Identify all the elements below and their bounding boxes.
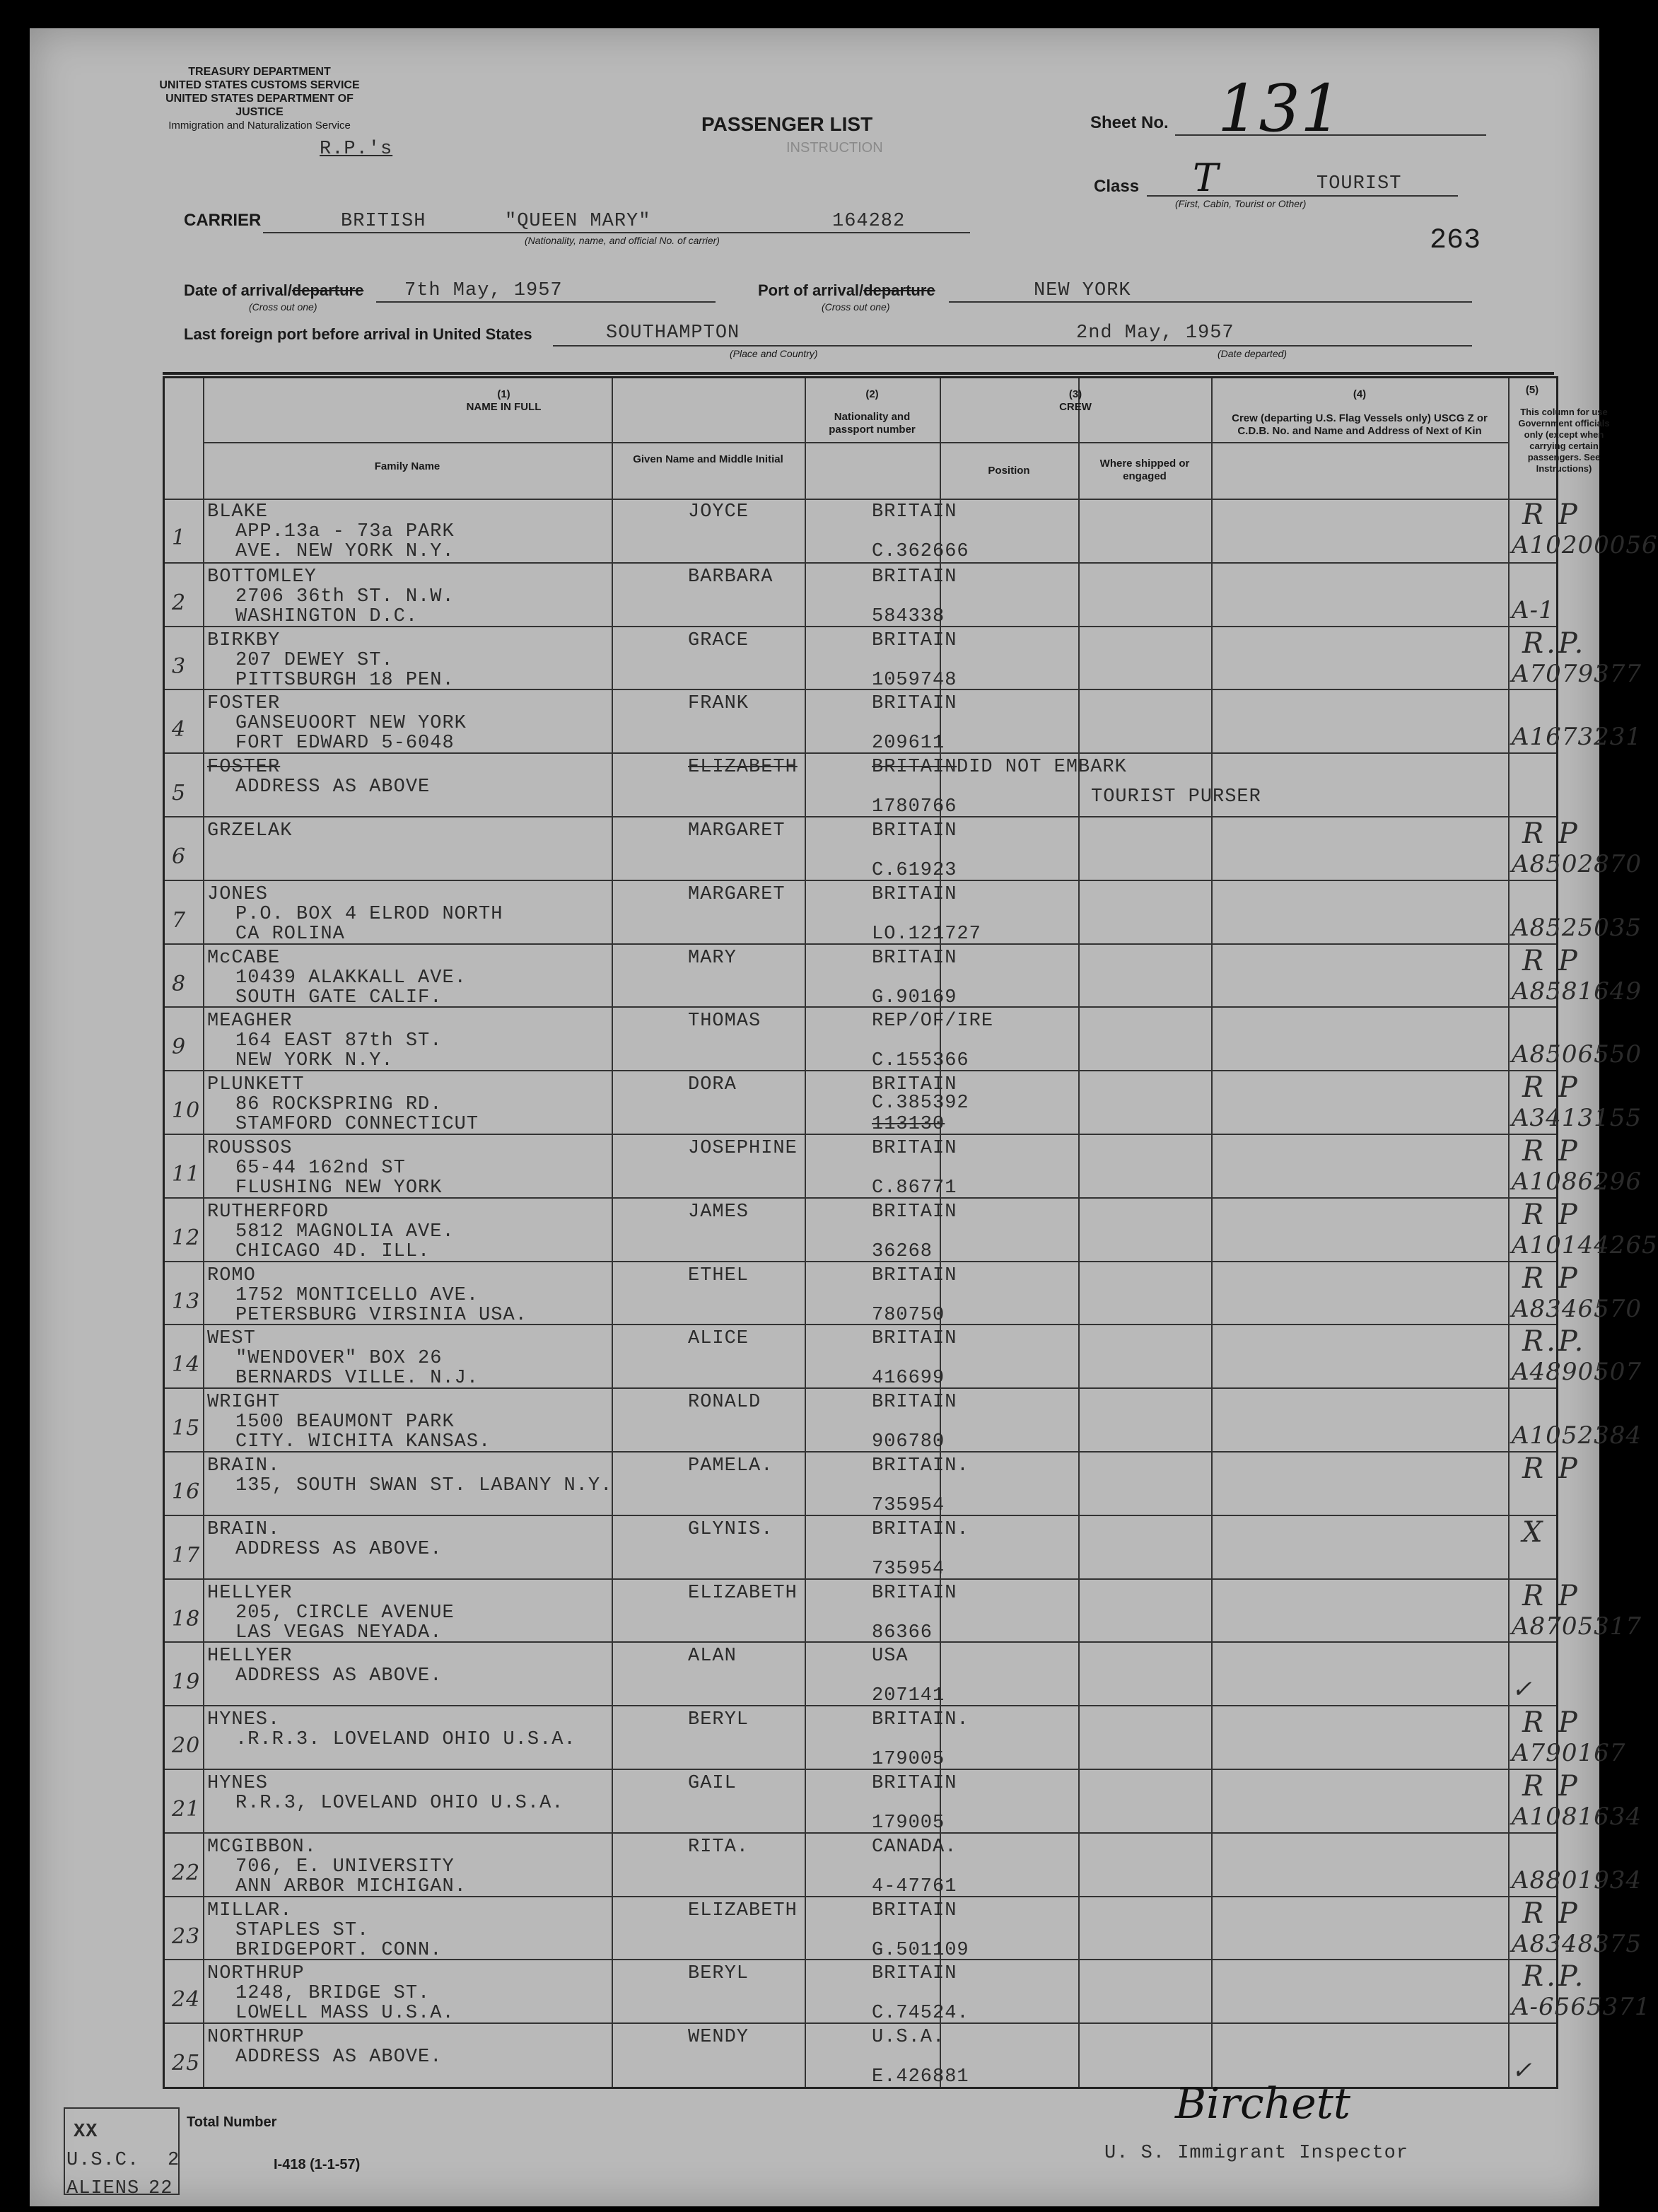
alien-number: A7079377 [1512,659,1642,688]
rp-mark: R P [1522,817,1580,850]
rp-mark: R.P. [1522,627,1587,660]
passport-number: 584338 [872,605,945,627]
passport-number: 735954 [872,1495,945,1516]
page-title: PASSENGER LIST [701,113,873,135]
passport-number: G.90169 [872,986,957,1008]
row-number: 5 [172,781,187,806]
given-name: ETHEL [688,1264,749,1286]
family-name: BIRKBY [207,629,281,651]
table-row [165,1134,1642,1199]
class-label: Class [1094,177,1140,196]
row-number: 3 [172,653,187,679]
address-line-2: CHICAGO 4D. ILL. [235,1240,431,1262]
given-name: JAMES [688,1201,749,1223]
rp-mark: R P [1522,1071,1580,1105]
row-number: 7 [172,907,187,933]
table-row [165,1578,1642,1643]
nationality: BRITAIN [872,1392,957,1414]
address-line-1: 205, CIRCLE AVENUE [235,1602,455,1624]
address-line-2: PETERSBURG VIRSINIA USA. [235,1304,527,1326]
nationality: BRITAIN. [872,1518,969,1540]
nationality: BRITAIN [872,629,957,651]
family-name: JONES [207,883,269,905]
agency-treasury: TREASURY DEPARTMENT [188,66,331,78]
nationality: BRITAIN [872,1138,957,1159]
address-line-1: ADDRESS AS ABOVE [235,776,431,798]
passport-number: C.61923 [872,860,957,881]
row-number: 17 [172,1542,201,1568]
table-row [165,1387,1642,1453]
nationality: BRITAIN [872,1899,957,1921]
given-name: MARY [688,947,737,969]
address-line-2: LAS VEGAS NEYADA. [235,1622,443,1643]
family-name: ROUSSOS [207,1138,293,1159]
passport-number: C.362666 [872,541,969,562]
class-hint: (First, Cabin, Tourist or Other) [1175,198,1307,209]
rp-mark: R P [1522,1579,1580,1612]
alien-number: A3413155 [1512,1104,1642,1133]
departed-date: 2nd May, 1957 [1076,322,1234,344]
nationality: BRITAIN [872,1963,957,1985]
alien-number: A1673231 [1512,723,1642,752]
nationality: REP/OF/IRE [872,1011,994,1032]
alien-number: A-6565371 [1512,1993,1651,2022]
passport-number: C.86771 [872,1177,957,1199]
row-number: 25 [172,2051,201,2076]
nationality: BRITAIN [872,1773,957,1794]
address-line-1: 706, E. UNIVERSITY [235,1856,455,1878]
given-name: ALAN [688,1646,737,1667]
table-row [165,1641,1556,1706]
given-name: JOYCE [688,501,749,523]
nationality: BRITAIN [872,501,957,523]
alien-number: A8348375 [1512,1929,1642,1958]
row-number: 21 [172,1797,201,1822]
row-number: 24 [172,1987,201,2013]
nationality: BRITAIN [872,757,957,779]
col3b-header: Where shipped or engaged [1099,458,1190,482]
family-name: FOSTER [207,693,281,715]
table-row [165,1896,1642,1961]
table-row [165,499,1658,562]
alien-number: A8581649 [1512,977,1642,1006]
table-row [165,1832,1642,1897]
address-line-1: 1752 MONTICELLO AVE. [235,1284,479,1306]
passport-number: 906780 [872,1431,945,1453]
family-name: HYNES. [207,1709,281,1731]
address-line-1: 10439 ALAKKALL AVE. [235,967,467,989]
table-row [165,816,1642,881]
row-number: 1 [172,525,187,550]
given-name: ELIZABETH [688,1582,798,1604]
nationality: BRITAIN. [872,1455,969,1477]
address-line-2: NEW YORK N.Y. [235,1050,394,1072]
box-mark: XX [74,2121,98,2143]
address-line-2: WASHINGTON D.C. [235,605,419,627]
address-line-2: PITTSBURGH 18 PEN. [235,669,455,691]
rp-mark: R P [1522,1706,1580,1740]
table-row [165,880,1642,945]
address-line-1: GANSEUOORT NEW YORK [235,713,467,735]
last-port-label: Last foreign port before arrival in United States [184,325,532,343]
rp-mark: R P [1522,1770,1580,1803]
address-line-1: 164 EAST 87th ST. [235,1030,443,1052]
carrier-number: 164282 [832,211,906,232]
passport-number: 780750 [872,1304,945,1326]
address-line-1: "WENDOVER" BOX 26 [235,1348,443,1370]
given-name: ELIZABETH [688,757,798,779]
family-name: BOTTOMLEY [207,566,317,588]
rp-mark: R P [1522,1198,1580,1231]
alien-number: A790167 [1512,1739,1626,1768]
passport-number-struck: 113130 [872,1114,945,1136]
inspector-label: U. S. Immigrant Inspector [1104,2143,1409,2164]
class-hand: T [1193,156,1219,200]
address-line-1: APP.13a - 73a PARK [235,521,455,542]
total-label: Total Number [187,2114,277,2130]
row-number: 14 [172,1352,201,1378]
alien-number: A4890507 [1512,1358,1642,1387]
nationality: BRITAIN [872,883,957,905]
address-line-1: .R.R.3. LOVELAND OHIO U.S.A. [235,1729,576,1751]
departed-hint: (Date departed) [1218,348,1288,359]
family-name: RUTHERFORD [207,1201,329,1223]
row-number: 22 [172,1860,201,1885]
family-name: BRAIN. [207,1518,281,1540]
row-number: 8 [172,971,187,996]
agency-customs: UNITED STATES CUSTOMS SERVICE [159,79,360,91]
last-port: SOUTHAMPTON [606,322,740,344]
passport-number: 735954 [872,1558,945,1580]
table-row [165,626,1642,691]
alien-number: A8502870 [1512,850,1642,878]
row-number: 2 [172,590,187,615]
family-name: ROMO [207,1264,256,1286]
family-name: McCABE [207,947,281,969]
alien-number: ✓ [1512,2056,1533,2085]
document-page [30,28,1658,2206]
alien-number: A-1 [1512,595,1555,624]
rp-mark: R P [1522,1135,1580,1168]
passenger-table [163,376,1658,2089]
address-line-1: R.R.3, LOVELAND OHIO U.S.A. [235,1793,564,1814]
given-name: GLYNIS. [688,1518,773,1540]
address-line-1: 5812 MAGNOLIA AVE. [235,1221,455,1242]
rp-mark: R P [1522,1897,1580,1930]
row-number: 15 [172,1416,201,1441]
row-number: 16 [172,1479,201,1504]
col5-header: This column for use Government officials only (except when carrying certain passengers. See Instructions) [1518,407,1610,474]
carrier-hint: (Nationality, name, and official No. of carrier) [525,235,720,246]
port-crossout-hint: (Cross out one) [822,301,890,313]
page-number: 263 [1430,225,1481,257]
address-line-1: 135, SOUTH SWAN ST. LABANY N.Y. [235,1475,613,1496]
row-number: 18 [172,1606,201,1631]
table-row [165,1705,1626,1771]
alien-number: A8506550 [1512,1040,1642,1069]
table-row [165,1006,1642,1072]
aliens-value: 22 [148,2178,173,2199]
given-name: GRACE [688,629,749,651]
passport-number: LO.121727 [872,923,981,945]
passport-number: G.501109 [872,1939,969,1961]
last-port-hint: (Place and Country) [730,348,818,359]
agency-justice: UNITED STATES DEPARTMENT OF JUSTICE [165,93,354,118]
given-name: BARBARA [688,566,773,588]
address-line-1: ADDRESS AS ABOVE. [235,2047,443,2068]
did-not-embark-note: DID NOT EMBARK [957,757,1127,779]
rp-mark: R P [1522,499,1580,531]
table-row [165,689,1642,755]
nationality: BRITAIN. [872,1709,969,1731]
given-name: JOSEPHINE [688,1138,798,1159]
address-line-1: 1500 BEAUMONT PARK [235,1411,455,1433]
passport-number: C.385392 [872,1093,969,1114]
nationality: BRITAIN [872,1328,957,1350]
given-name: MARGARET [688,820,786,842]
passport-number: 416699 [872,1368,945,1390]
passport-number: C.74524. [872,2003,969,2025]
row-number: 12 [172,1225,201,1250]
address-line-2: FLUSHING NEW YORK [235,1177,443,1199]
nationality: BRITAIN [872,1201,957,1223]
nationality: BRITAIN [872,693,957,715]
address-line-2: CITY. WICHITA KANSAS. [235,1431,491,1453]
given-name: DORA [688,1074,737,1096]
date-crossout-hint: (Cross out one) [249,301,317,313]
row-number: 9 [172,1035,187,1060]
given-name: RITA. [688,1836,749,1858]
given-name: GAIL [688,1773,737,1794]
arrival-date: 7th May, 1957 [404,280,563,301]
address-line-1: STAPLES ST. [235,1919,370,1941]
row-number: 4 [172,717,187,743]
row-number: 20 [172,1733,201,1759]
family-name: BRAIN. [207,1455,281,1477]
table-row [165,1324,1642,1390]
family-name: GRZELAK [207,820,293,842]
address-line-2: BERNARDS VILLE. N.J. [235,1368,479,1390]
passport-number: E.426881 [872,2066,969,2088]
table-row [165,1197,1658,1262]
passport-number: 36268 [872,1240,933,1262]
given-name: ALICE [688,1328,749,1350]
carrier-nationality: BRITISH [341,211,426,232]
passport-number: 209611 [872,733,945,755]
address-line-1: 65-44 162nd ST [235,1158,406,1179]
sheet-label: Sheet No. [1090,113,1169,132]
table-row [165,562,1556,627]
family-name: FOSTER [207,757,281,779]
nationality: BRITAIN [872,1582,957,1604]
given-name: RONALD [688,1392,761,1414]
table-row [165,943,1642,1008]
alien-number: ✓ [1512,1675,1533,1704]
address-line-2: FORT EDWARD 5-6048 [235,733,455,755]
address-line-1: P.O. BOX 4 ELROD NORTH [235,903,503,925]
alien-number: A1086296 [1512,1168,1642,1196]
family-name: PLUNKETT [207,1074,305,1096]
given-name: WENDY [688,2027,749,2049]
alien-number: A8801934 [1512,1865,1642,1894]
passport-number: 179005 [872,1812,945,1834]
given-name: BERYL [688,1963,749,1985]
family-name: MEAGHER [207,1011,293,1032]
nationality: BRITAIN [872,947,957,969]
row-number: 6 [172,844,187,869]
table-row [165,1261,1642,1326]
family-name: NORTHRUP [207,2027,305,2049]
date-label: Date of arrival/departure [184,281,364,299]
col3-header: (3) CREW [1059,388,1092,413]
rp-label: R.P.'s [320,139,393,160]
given-name: THOMAS [688,1011,761,1032]
address-line-2: SOUTH GATE CALIF. [235,986,443,1008]
family-name: WEST [207,1328,256,1350]
nationality: U.S.A. [872,2027,945,2049]
given-name: BERYL [688,1709,749,1731]
col2-header: (2) Nationality and passport number [829,388,916,436]
purser-note: TOURIST PURSER [1091,786,1261,808]
class-value: TOURIST [1317,173,1402,194]
row-number: 23 [172,1923,201,1949]
aliens-label: ALIENS [66,2178,140,2199]
address-line-2: LOWELL MASS U.S.A. [235,2003,455,2025]
address-line-1: 207 DEWEY ST. [235,649,394,671]
rp-mark: X [1522,1515,1546,1549]
rp-mark: R P [1522,1453,1580,1485]
nationality: BRITAIN [872,820,957,842]
col1b-header: Given Name and Middle Initial [633,453,783,465]
alien-number: A8346570 [1512,1294,1642,1323]
row-number: 19 [172,1670,201,1695]
usc-label: U.S.C. [66,2150,140,2171]
table-row [165,2022,1556,2088]
col1-header: (1) NAME IN FULL [466,388,542,413]
carrier-name: "QUEEN MARY" [505,211,651,232]
inspector-signature: Birchett [1175,2079,1350,2129]
table-row [165,1769,1642,1834]
family-name: NORTHRUP [207,1963,305,1985]
passport-number: 1059748 [872,669,957,691]
passport-number: 1780766 [872,796,957,818]
given-name: ELIZABETH [688,1899,798,1921]
row-number: 11 [172,1162,201,1187]
col4-header: (4) Crew (departing U.S. Flag Vessels only) USCG Z or C.D.B. No. and Name and Address of Next of Kin [1232,388,1488,437]
table-row [165,1070,1642,1136]
address-line-2: BRIDGEPORT. CONN. [235,1939,443,1961]
family-name: HELLYER [207,1582,293,1604]
alien-number: A10144265 [1512,1230,1658,1259]
page-subtitle: INSTRUCTION [786,140,883,156]
family-name: HELLYER [207,1646,293,1667]
col3a-header: Position [988,465,1030,477]
family-name: BLAKE [207,501,269,523]
table-row [165,752,1556,817]
given-name: MARGARET [688,883,786,905]
col5-num: (5) [1525,384,1539,396]
agency-ins: Immigration and Naturalization Service [168,120,351,132]
address-line-2: ANN ARBOR MICHIGAN. [235,1875,467,1897]
rp-mark: R.P. [1522,1325,1587,1358]
row-number: 10 [172,1098,201,1124]
nationality: USA [872,1646,909,1667]
nationality: BRITAIN [872,1264,957,1286]
rp-mark: R P [1522,1262,1580,1295]
table-row [165,1451,1580,1516]
address-line-2: AVE. NEW YORK N.Y. [235,541,455,562]
family-name: WRIGHT [207,1392,281,1414]
alien-number: A1052384 [1512,1421,1642,1450]
rp-mark: R.P. [1522,1960,1587,1993]
port-label: Port of arrival/departure [758,281,935,299]
row-number: 13 [172,1288,201,1314]
family-name: MILLAR. [207,1899,293,1921]
family-name: MCGIBBON. [207,1836,317,1858]
passport-number: 86366 [872,1622,933,1643]
form-number: I-418 (1-1-57) [274,2157,361,2172]
address-line-2: CA ROLINA [235,923,345,945]
usc-value: 2 [168,2150,180,2171]
passport-number: 4-47761 [872,1875,957,1897]
given-name: PAMELA. [688,1455,773,1477]
address-line-1: 2706 36th ST. N.W. [235,586,455,607]
alien-number: A1081634 [1512,1803,1642,1831]
nationality: BRITAIN [872,1074,957,1096]
alien-number: A8705317 [1512,1612,1642,1641]
passport-number: C.155366 [872,1050,969,1072]
address-line-1: ADDRESS AS ABOVE. [235,1665,443,1687]
address-line-1: 1248, BRIDGE ST. [235,1983,431,2005]
address-line-2: STAMFORD CONNECTICUT [235,1114,479,1136]
nationality: CANADA. [872,1836,957,1858]
address-line-1: 86 ROCKSPRING RD. [235,1094,443,1116]
nationality: BRITAIN [872,566,957,588]
passport-number: 179005 [872,1749,945,1771]
alien-number: A10200056 [1512,531,1658,559]
table-row [165,1515,1556,1580]
alien-number: A8525035 [1512,913,1642,942]
table-row [165,1959,1651,2025]
passport-number: 207141 [872,1685,945,1707]
carrier-label: CARRIER [184,211,262,230]
rp-mark: R P [1522,944,1580,977]
arrival-port: NEW YORK [1034,280,1131,301]
family-name: HYNES [207,1773,269,1794]
address-line-1: ADDRESS AS ABOVE. [235,1538,443,1560]
given-name: FRANK [688,693,749,715]
col1a-header: Family Name [374,460,440,472]
agency-block [143,65,376,132]
sheet-number: 131 [1218,71,1342,146]
